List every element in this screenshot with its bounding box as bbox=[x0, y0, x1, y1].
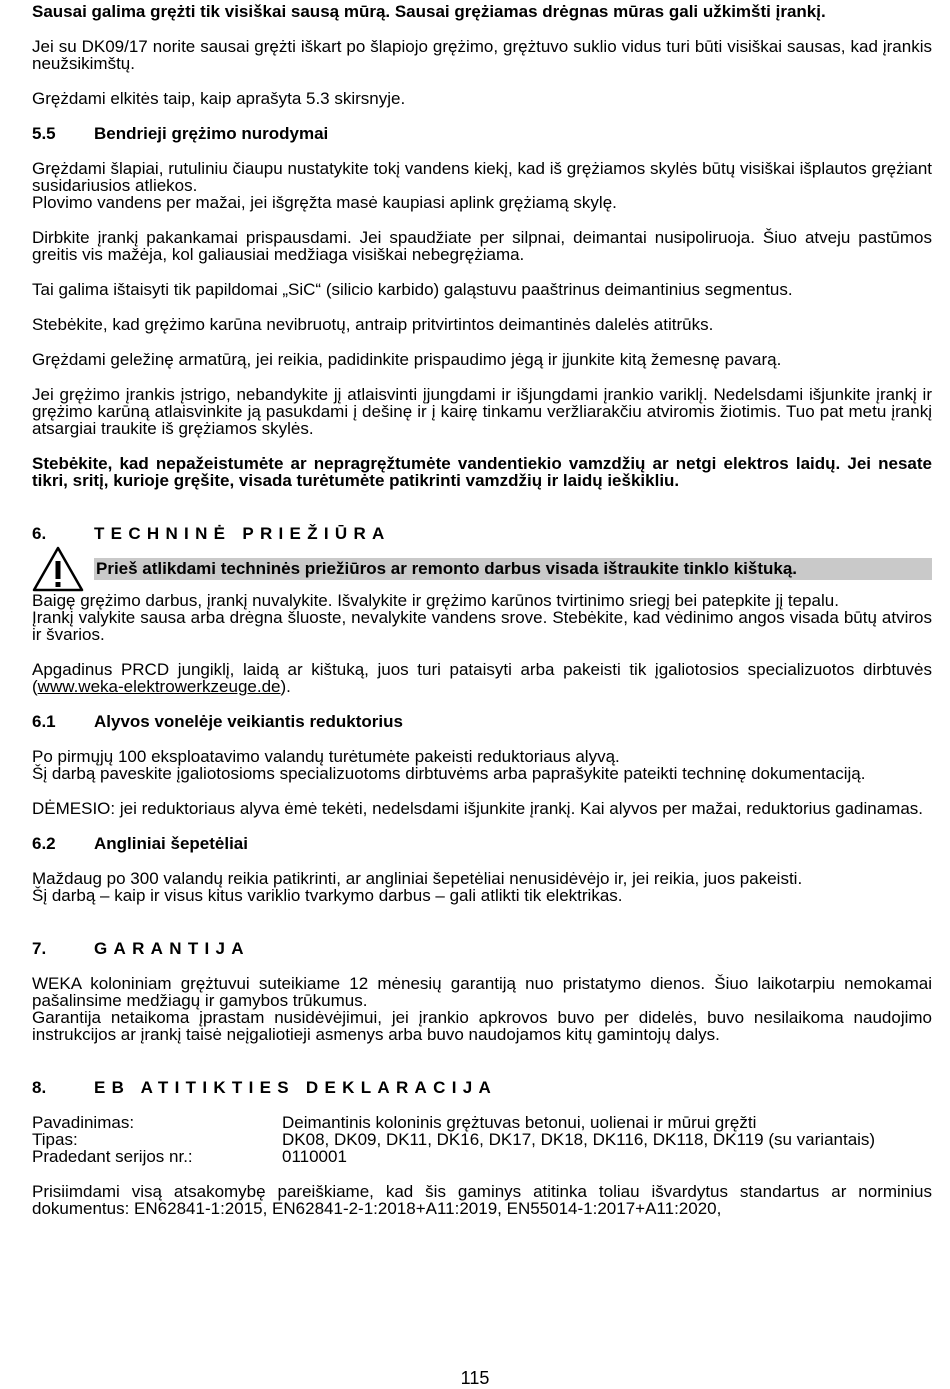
declaration-row-type bbox=[32, 1131, 932, 1148]
s55-paragraph-6: Jei grężimo įrankis įstrigo, nebandykite jį atlaisvinti įjungdami ir išjungdami įrankio variklį. Nedelsdami išjunkite įrankį ir grężimo karūną atlaisvinkite ją pasukdami į dešinę ir į kairę tinkamu veržliarakčiu atviromis žiotimis. Tuo pat metu įrankį atsargiai traukite iš grężiamos skylės. bbox=[32, 385, 932, 438]
warning-triangle-icon bbox=[32, 546, 84, 592]
s8-paragraph-1: Prisiimdami visą atsakomybę pareiškiame, kad šis gaminys atitinka toliau išvardytus standartus ar norminius dokumentus: EN62841-1:2015, EN62841-2-1:2018+A11:2019, EN55014-1:2017+A11:2020, bbox=[32, 1182, 932, 1218]
s62-paragraph-1a: Maždaug po 300 valandų reikia patikrinti, ar angliniai šepetėliai nenusidėvėjo ir, jei reikia, juos pakeisti. bbox=[32, 869, 803, 888]
s6-paragraph-1b: Įrankį valykite sausa arba drėgna šluoste, nevalykite vandens srove. Stebėkite, kad vėdinimo angos visada būtų atviros ir švarios. bbox=[32, 608, 932, 644]
s55-paragraph-1a: Grężdami šlapiai, rutuliniu čiaupu nustatykite tokį vandens kiekį, kad iš grężiamos skylės būtų visiškai išplautos grężiant susidariusios atliekos. bbox=[32, 159, 932, 195]
s6-paragraph-2-end: ). bbox=[280, 677, 291, 696]
warning-banner bbox=[32, 546, 932, 592]
s6-paragraph-1a: Baigę grężimo darbus, įrankį nuvalykite. Išvalykite ir grężimo karūnos tvirtinimo sriegį bei patepkite jį tepalu. bbox=[32, 591, 839, 610]
section-6-2-heading bbox=[32, 835, 932, 852]
section-number: 5.5 bbox=[32, 124, 56, 143]
s55-safety-warning: Stebėkite, kad nepažeistumėte ar nepragręžtumėte vandentiekio vamzdžių ar netgi elektros laidų. Jei nesate tikri, sritį, kurioje gręšite, visada turėtumėte patikrinti vamzdžių ir laidų ieškikliu. bbox=[32, 454, 932, 490]
s55-paragraph-1b: Plovimo vandens per mažai, jei išgręžta masė kaupiasi aplink grężiamą skylę. bbox=[32, 193, 617, 212]
section-title: GARANTIJA bbox=[94, 939, 250, 958]
warning-text: Prieš atlikdami techninės priežiūros ar remonto darbus visada ištraukite tinklo kištuką. bbox=[94, 558, 932, 580]
intro-paragraph-2: Jei su DK09/17 norite sausai grężti iškart po šlapiojo grężimo, grężtuvo suklio vidus turi būti visiškai sausas, kad įrankis neužsikimštų. bbox=[32, 37, 932, 73]
section-8-heading bbox=[32, 1079, 932, 1096]
declaration-label: Pradedant serijos nr.: bbox=[32, 1147, 193, 1166]
s55-paragraph-2: Dirbkite įrankį pakankamai prispausdami. Jei spaudžiate per silpnai, deimantai nusipoliruoja. Šiuo atveju pastūmos greitis vis mažėja, kol galiausiai medžiaga visiškai nebegrężiama. bbox=[32, 228, 932, 264]
section-7-heading bbox=[32, 940, 932, 957]
s62-paragraph-1b: Šį darbą – kaip ir visus kitus variklio tvarkymo darbus – gali atlikti tik elektrikas. bbox=[32, 886, 623, 905]
s6-paragraph-2 bbox=[32, 661, 932, 695]
section-5-5-heading bbox=[32, 125, 932, 142]
s55-paragraph-3: Tai galima ištaisyti tik papildomai „SiC“ (silicio karbido) galąstuvu paaštrinus deimantinius segmentus. bbox=[32, 280, 793, 299]
declaration-row-serial bbox=[32, 1148, 932, 1165]
section-number: 6.2 bbox=[32, 834, 56, 853]
section-6-heading bbox=[32, 525, 932, 542]
section-title: Angliniai šepetėliai bbox=[94, 834, 248, 853]
section-title: EB ATITIKTIES DEKLARACIJA bbox=[94, 1078, 498, 1097]
declaration-value: Deimantinis koloninis grężtuvas betonui, uolienai ir mūrui gręžti bbox=[282, 1113, 757, 1132]
intro-warning: Sausai galima grężti tik visiškai sausą mūrą. Sausai grężiamas drėgnas mūras gali užkimšti įrankį. bbox=[32, 2, 826, 21]
section-number: 7. bbox=[32, 939, 47, 958]
weka-website-link[interactable]: www.weka-elektrowerkzeuge.de bbox=[37, 677, 281, 696]
page-number: 115 bbox=[460, 1368, 490, 1388]
s55-paragraph-5: Grężdami geležinę armatūrą, jei reikia, padidinkite prispaudimo jėgą ir įjunkite kitą žemesnę pavarą. bbox=[32, 350, 782, 369]
section-number: 6.1 bbox=[32, 712, 56, 731]
declaration-row-name bbox=[32, 1114, 932, 1131]
s7-paragraph-1a: WEKA koloniniam grężtuvui suteikiame 12 mėnesių garantiją nuo pristatymo dienos. Šiuo laikotarpiu nemokamai pašalinsime medžiagų ir gamybos trūkumus. bbox=[32, 974, 932, 1010]
s61-paragraph-1a: Po pirmųjų 100 eksploatavimo valandų turėtumėte pakeisti reduktoriaus alyvą. bbox=[32, 747, 620, 766]
declaration-label: Pavadinimas: bbox=[32, 1113, 135, 1132]
section-6-1-heading bbox=[32, 713, 932, 730]
s55-paragraph-4: Stebėkite, kad grężimo karūna nevibruotų, antraip pritvirtintos deimantinės dalelės atitrūks. bbox=[32, 315, 714, 334]
s61-paragraph-1b: Šį darbą paveskite įgaliotosioms specializuotoms dirbtuvėms arba paprašykite pateikti techninę dokumentaciją. bbox=[32, 764, 866, 783]
intro-paragraph-3: Grężdami elkitės taip, kaip aprašyta 5.3 skirsnyje. bbox=[32, 89, 406, 108]
section-title: Alyvos vonelėje veikiantis reduktorius bbox=[94, 712, 403, 731]
section-title: TECHNINĖ PRIEŽIŪRA bbox=[94, 524, 391, 543]
s7-paragraph-1b: Garantija netaikoma įprastam nusidėvėjimui, jei įrankio apkrovos buvo per didelės, buvo nesilaikoma naudojimo instrukcijos ar įrankį taisė neįgaliotieji asmenys arba buvo naudojamos kitų gamintojų dalys. bbox=[32, 1008, 932, 1044]
declaration-label: Tipas: bbox=[32, 1130, 78, 1149]
document-page bbox=[32, 0, 932, 1217]
section-number: 8. bbox=[32, 1078, 47, 1097]
s6-paragraph-2-text: Apgadinus PRCD jungiklį, laidą ar kištuką, juos turi pataisyti arba pakeisti tik įgaliotosios specializuotos dirbtuvės ( bbox=[32, 660, 932, 696]
section-number: 6. bbox=[32, 524, 47, 543]
declaration-value: 0110001 bbox=[282, 1147, 347, 1166]
section-title: Bendrieji grężimo nurodymai bbox=[94, 124, 329, 143]
declaration-value: DK08, DK09, DK11, DK16, DK17, DK18, DK116, DK118, DK119 (su variantais) bbox=[282, 1130, 876, 1149]
s61-paragraph-2: DĖMESIO: jei reduktoriaus alyva ėmė tekėti, nedelsdami išjunkite įrankį. Kai alyvos per mažai, reduktorius gadinamas. bbox=[32, 799, 924, 818]
